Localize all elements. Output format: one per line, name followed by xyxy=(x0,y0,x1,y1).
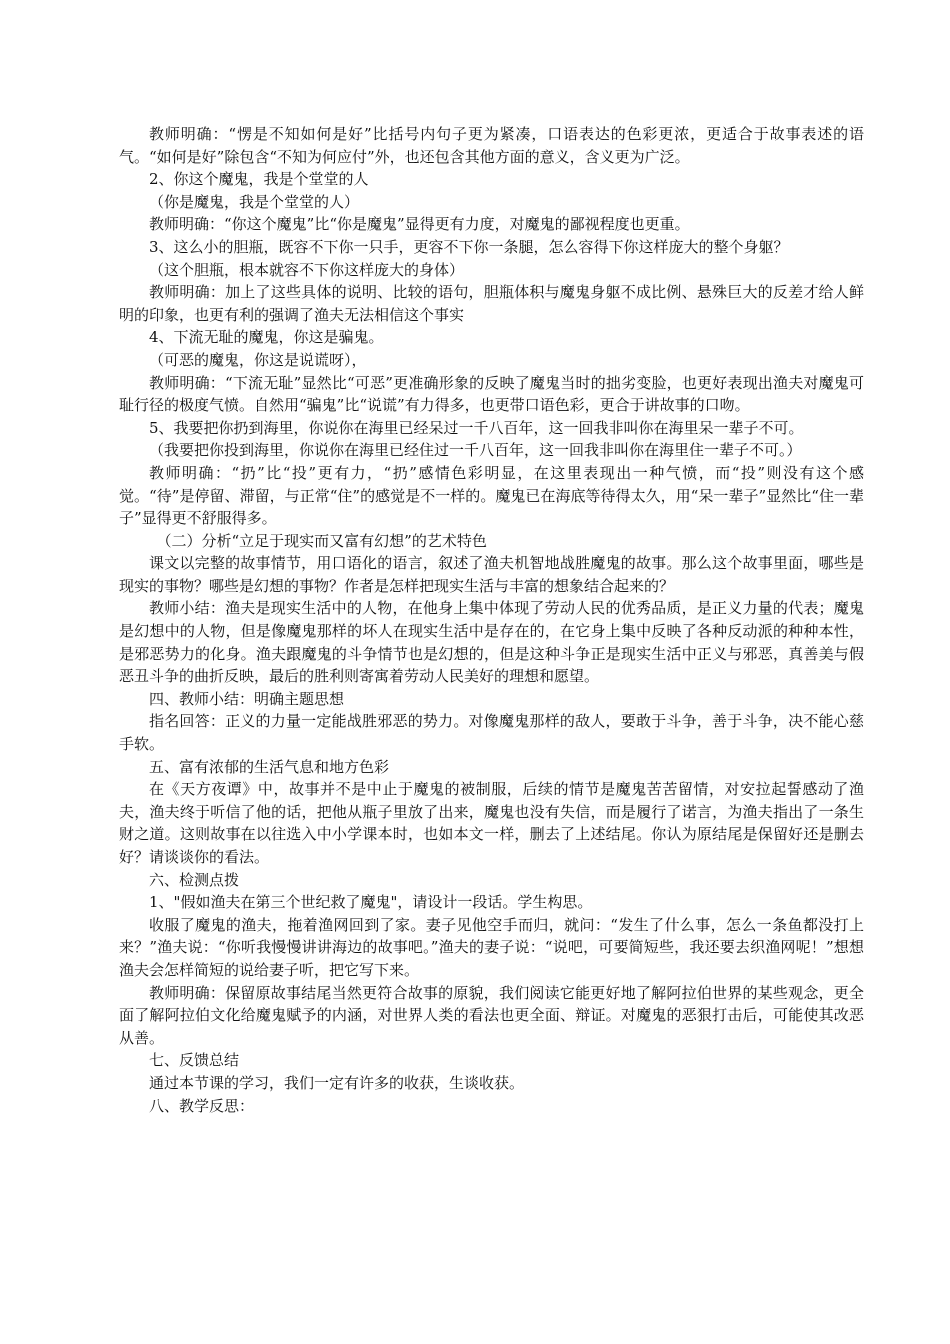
section-heading-feedback: 七、反馈总结 xyxy=(149,1051,240,1070)
paragraph-item-4: 4、下流无耻的魔鬼，你这是骗鬼。 xyxy=(149,328,384,347)
section-heading-theme: 四、教师小结：明确主题思想 xyxy=(149,689,345,708)
paragraph-item-4-original: （可恶的魔鬼，你这是说谎呀）， xyxy=(149,350,367,369)
paragraph-arabian-nights: 在《天方夜谭》中，故事并不是中止于魔鬼的被制服，后续的情节是魔鬼苦苦留情，对安拉起誓感动了渔夫，渔夫终于听信了他的话，把他从瓶子里放了出来，魔鬼也没有失信，而是履行了诺言，为渔夫指出了一条生财之道。这则故事在以往选入中小学课本时，也如本文一样，删去了上述结尾。你认为原结尾是保留好还是删去好？请谈谈你的看法。 xyxy=(119,780,864,866)
paragraph-teacher-clarify-1: 教师明确：“愣是不知如何是好”比括号内句子更为紧凑，口语表达的色彩更浓，更适合于故事表述的语气。“如何是好”除包含“不知为何应付”外，也还包含其他方面的意义，含义更为广泛。 xyxy=(119,125,864,166)
section-heading-art-features: （二）分析“立足于现实而又富有幻想”的艺术特色 xyxy=(156,531,487,550)
paragraph-item-2: 2、你这个魔鬼，我是个堂堂的人 xyxy=(149,170,369,189)
paragraph-item-3: 3、这么小的胆瓶，既容不下你一只手，更容不下你一条腿，怎么容得下你这样庞大的整个身躯？ xyxy=(149,237,789,256)
paragraph-item-5: 5、我要把你扔到海里，你说你在海里已经呆过一千八百年，这一回我非叫你在海里呆一辈子不可。 xyxy=(149,418,804,437)
paragraph-teacher-clarify-2: 教师明确：“你这个魔鬼”比“你是魔鬼”显得更有力度，对魔鬼的鄙视程度也更重。 xyxy=(149,215,690,234)
paragraph-item-5-original: （我要把你投到海里，你说你在海里已经住过一千八百年，这一回我非叫你在海里住一辈子不可。） xyxy=(149,441,802,460)
paragraph-test-item-1: 1、"假如渔夫在第三个世纪救了魔鬼"，请设计一段话。学生构思。 xyxy=(149,893,593,912)
document-page xyxy=(119,123,864,1117)
paragraph-teacher-clarify-5: 教师明确：“扔”比“投”更有力，“扔”感情色彩明显，在这里表现出一种气愤，而“投”则没有这个感觉。“待”是停留、滞留，与正常“住”的感觉是不一样的。魔鬼已在海底等待得太久，用“呆一辈子”显然比“住一辈子”显得更不舒服得多。 xyxy=(119,463,864,528)
paragraph-answer: 指名回答：正义的力量一定能战胜邪恶的势力。对像魔鬼那样的敌人，要敢于斗争，善于斗争，决不能心慈手软。 xyxy=(119,712,864,754)
paragraph-feedback: 通过本节课的学习，我们一定有许多的收获，生谈收获。 xyxy=(149,1073,525,1092)
section-heading-test: 六、检测点拨 xyxy=(149,870,240,889)
section-heading-local-color: 五、富有浓郁的生活气息和地方色彩 xyxy=(149,757,390,776)
paragraph-teacher-summary: 教师小结：渔夫是现实生活中的人物，在他身上集中体现了劳动人民的优秀品质，是正义力量的代表；魔鬼是幻想中的人物，但是像魔鬼那样的坏人在现实生活中是存在的，在它身上集中反映了各种反动派的种种本性，是邪恶势力的化身。渔夫跟魔鬼的斗争情节也是幻想的，但是这种斗争正是现实生活中正义与邪恶，真善美与假恶丑斗争的曲折反映，最后的胜利则寄寓着劳动人民美好的理想和愿望。 xyxy=(119,599,864,686)
paragraph-teacher-clarify-4: 教师明确：“下流无耻”显然比“可恶”更准确形象的反映了魔鬼当时的拙劣变脸，也更好表现出渔夫对魔鬼可耻行径的极度气愤。自然用“骗鬼”比“说谎”有力得多，也更带口语色彩，更合于讲故事的口吻。 xyxy=(119,373,864,415)
paragraph-teacher-clarify-3: 教师明确：加上了这些具体的说明、比较的语句，胆瓶体积与魔鬼身躯不成比例、悬殊巨大的反差才给人鲜明的印象，也更有利的强调了渔夫无法相信这个事实 xyxy=(119,283,864,324)
paragraph-item-3-original: （这个胆瓶，根本就容不下你这样庞大的身体） xyxy=(149,260,465,279)
paragraph-question: 课文以完整的故事情节，用口语化的语言，叙述了渔夫机智地战胜魔鬼的故事。那么这个故事里面，哪些是现实的事物？哪些是幻想的事物？作者是怎样把现实生活与丰富的想象结合起来的？ xyxy=(119,554,864,595)
paragraph-story-exercise: 收服了魔鬼的渔夫，拖着渔网回到了家。妻子见他空手而归，就问：“发生了什么事，怎么一条鱼都没打上来？”渔夫说：“你听我慢慢讲讲海边的故事吧。”渔夫的妻子说：“说吧，可要简短些，我还要去织渔网呢！”想想渔夫会怎样简短的说给妻子听，把它写下来。 xyxy=(119,915,864,979)
paragraph-item-2-original: （你是魔鬼，我是个堂堂的人） xyxy=(149,192,360,211)
section-heading-reflection: 八、教学反思： xyxy=(149,1096,255,1115)
paragraph-teacher-clarify-6: 教师明确：保留原故事结尾当然更符合故事的原貌，我们阅读它能更好地了解阿拉伯世界的某些观念，更全面了解阿拉伯文化给魔鬼赋予的内涵，对世界人类的看法也更全面、辩证。对魔鬼的恶狠打击后，可能使其改恶从善。 xyxy=(119,983,864,1047)
